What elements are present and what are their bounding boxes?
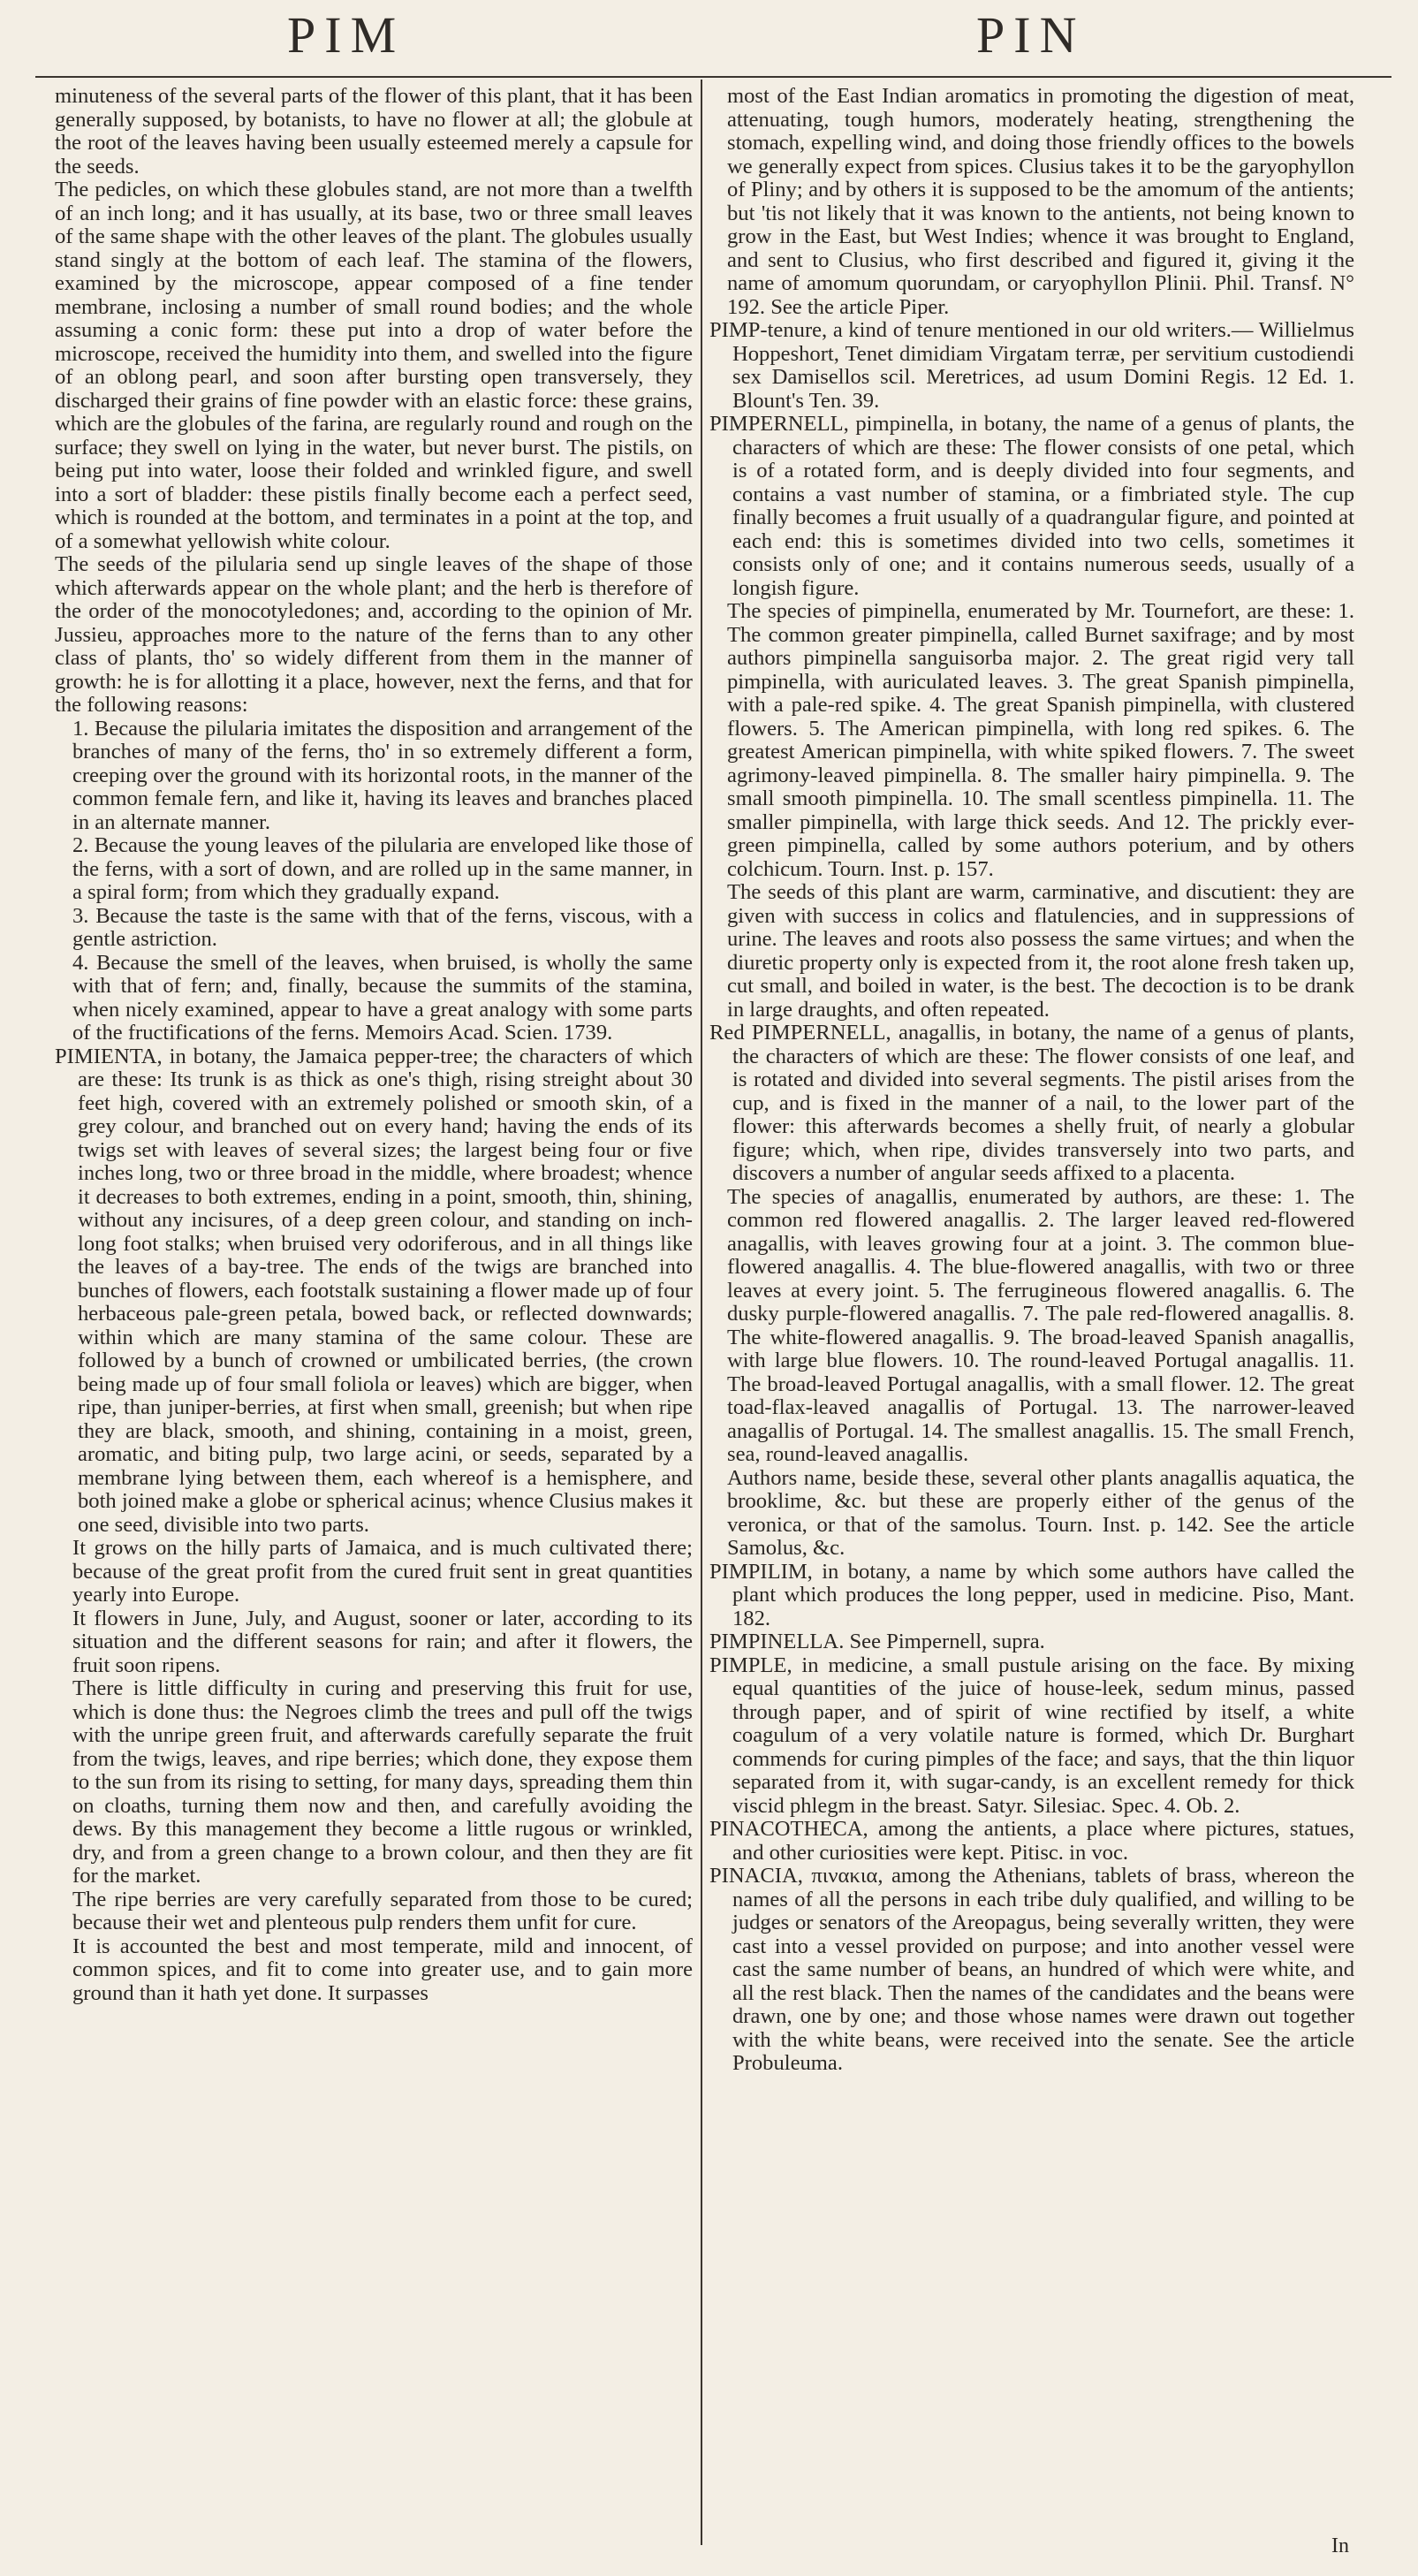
entry-pimpilim: PIMPILIM, in botany, a name by which some authors have called the plant which produces the long pepper, used in medicine. Piso, Mant. 182. — [709, 1559, 1354, 1630]
paragraph: Authors name, beside these, several other plants anagallis aquatica, the brooklime, &c. but these are properly either of the genus of the veronica, or that of the samolus. Tourn. Inst. p. 142. See the article Samolus, &c. — [727, 1465, 1354, 1560]
running-head-left: PIM — [287, 6, 406, 64]
paragraph: 2. Because the young leaves of the pilularia are enveloped like those of the ferns, with a sort of down, and are rolled up in the same manner, in a spiral form; from which they gradually expand. — [72, 833, 693, 904]
paragraph: The seeds of the pilularia send up single leaves of the shape of those which afterwards appear on the whole plant; and the herb is therefore of the order of the monocotyledones; and, according to the opinion of Mr. Jussieu, approaches more to the nature of the ferns than to any other class of plants, tho' so widely different from them in the manner of growth: he is for allotting it a place, however, next the ferns, and that for the following reasons: — [55, 552, 693, 717]
top-rule — [35, 76, 1391, 78]
paragraph: The species of anagallis, enumerated by authors, are these: 1. The common red flowered anagallis. 2. The larger leaved red-flowered anagallis, with leaves growing four at a joint. 3. The common blue-flowered anagallis. 4. The blue-flowered anagallis, with two or three leaves at every joint. 5. The ferrugineous flowered anagallis. 6. The dusky purple-flowered anagallis. 7. The pale red-flowered anagallis. 8. The white-flowered anagallis. 9. The broad-leaved Spanish anagallis, with large blue flowers. 10. The round-leaved Portugal anagallis. 11. The broad-leaved Portugal anagallis, with a small flower. 12. The great toad-flax-leaved anagallis of Portugal. 13. The narrower-leaved anagallis of Portugal. 14. The smallest anagallis. 15. The small French, sea, round-leaved anagallis. — [727, 1184, 1354, 1466]
paragraph: The pedicles, on which these globules stand, are not more than a twelfth of an inch long; and it has usually, at its base, two or three small leaves of the same shape with the other leaves of the plant. The globules usually stand singly at the bottom of each leaf. The stamina of the flowers, examined by the microscope, appear composed of a fine tender membrane, inclosing a number of small round bodies; and the whole assuming a conic form: these put into a drop of water before the microscope, received the humidity into them, and swelled into the figure of an oblong pearl, and soon after bursting open transversely, they discharged their grains of fine powder with an elastic force: these grains, which are the globules of the farina, are regularly round and rough on the surface; they swell on lying in the water, but never burst. The pistils, on being put into water, loose their folded and wrinkled figure, and swell into a sort of bladder: these pistils finally become each a perfect seed, which is rounded at the bottom, and terminates in a point at the top, and of a somewhat yellowish white colour. — [55, 178, 693, 553]
right-column — [709, 85, 1354, 2076]
paragraph: minuteness of the several parts of the flower of this plant, that it has been generally supposed, by botanists, to have no flower at all; the globule at the root of the leaves having been usually esteemed merely a capsule for the seeds. — [55, 84, 693, 179]
entry-pimpernell: PIMPERNELL, pimpinella, in botany, the name of a genus of plants, the characters of which are these: The flower consists of one petal, which is of a rotated form, and is deeply divided into four segments, and contains a vast number of stamina, or a fimbriated style. The cup finally becomes a fruit usually of a quadrangular figure, and pointed at each end: this is sometimes divided into two cells, sometimes it consists only of one; and it contains numerous seeds, usually of a longish figure. — [709, 412, 1354, 600]
entry-pinacia: PINACIA, πινακια, among the Athenians, tablets of brass, whereon the names of all the persons in each tribe duly qualified, and willing to be judges or senators of the Areopagus, being severally written, they were cast into a vessel provided on purpose; and into another vessel were cast the same number of beans, an hundred of which were white, and all the rest black. Then the names of the candidates and the beans were drawn, one by one; and those whose names were drawn out together with the white beans, were received into the senate. See the article Probuleuma. — [709, 1864, 1354, 2075]
catchword: In — [1331, 2534, 1349, 2557]
entry-red-pimpernell: Red PIMPERNELL, anagallis, in botany, the name of a genus of plants, the characters of which are these: The flower consists of one leaf, and is rotated and divided into several segments. The pistil arises from the cup, and is fixed in the manner of a nail, to the lower part of the flower: this afterwards becomes a shelly fruit, of nearly a globular figure; which, when ripe, divides transversely into two parts, and discovers a number of angular seeds affixed to a placenta. — [709, 1021, 1354, 1185]
paragraph: The ripe berries are very carefully separated from those to be cured; because their wet and plenteous pulp renders them unfit for cure. — [72, 1887, 693, 1934]
paragraph: It is accounted the best and most temperate, mild and innocent, of common spices, and fit to come into greater use, and to gain more ground than it hath yet done. It surpasses — [72, 1934, 693, 2005]
paragraph: There is little difficulty in curing and preserving this fruit for use, which is done thus: the Negroes climb the trees and pull off the twigs with the unripe green fruit, and afterwards carefully separate the fruit from the twigs, leaves, and ripe berries; which done, they expose them to the sun from its rising to setting, for many days, spreading them thin on cloaths, turning them now and then, and carefully avoiding the dews. By this management they become a little rugous or wrinkled, dry, and from a green change to a brown colour, and then they are fit for the market. — [72, 1676, 693, 1888]
paragraph: most of the East Indian aromatics in promoting the digestion of meat, attenuating, tough humors, moderately heating, strengthening the stomach, expelling wind, and doing those friendly offices to the bowels we generally expect from spices. Clusius takes it to be the garyophyllon of Pliny; and by others it is supposed to be the amomum of the antients; but 'tis not likely that it was known to the antients, not being known to grow in the East, but West Indies; whence it was brought to England, and sent to Clusius, who first described and figured it, giving it the name of amomum quorundam, or caryophyllon Plinii. Phil. Transf. N° 192. See the article Piper. — [727, 84, 1354, 319]
paragraph: The species of pimpinella, enumerated by Mr. Tournefort, are these: 1. The common greater pimpinella, called Burnet saxifrage; and by most authors pimpinella sanguisorba major. 2. The great rigid very tall pimpinella, with auriculated leaves. 3. The great Spanish pimpinella, with a pale-red spike. 4. The great Spanish pimpinella, with clustered flowers. 5. The American pimpinella, with long red spikes. 6. The greatest American pimpinella, with white spiked flowers. 7. The sweet agrimony-leaved pimpinella. 8. The smaller hairy pimpinella. 9. The small smooth pimpinella. 10. The small scentless pimpinella. 11. The smaller pimpinella, with large thick seeds. And 12. The prickly ever-green pimpinella, called by some authors poterium, and by others colchicum. Tourn. Inst. p. 157. — [727, 599, 1354, 881]
paragraph: 4. Because the smell of the leaves, when bruised, is wholly the same with that of fern; and, finally, because the summits of the stamina, when nicely examined, appear to have a great analogy with some parts of the fructifications of the ferns. Memoirs Acad. Scien. 1739. — [72, 950, 693, 1045]
column-divider — [701, 80, 702, 2545]
paragraph: The seeds of this plant are warm, carminative, and discutient: they are given with success in colics and flatulencies, and in suppressions of urine. The leaves and roots also possess the same virtues; and when the diuretic property only is expected from it, the root alone fresh taken up, cut small, and boiled in water, is the best. The decoction is to be drank in large draughts, and often repeated. — [727, 880, 1354, 1022]
paragraph: 3. Because the taste is the same with that of the ferns, viscous, with a gentle astriction. — [72, 903, 693, 951]
entry-pimienta: PIMIENTA, in botany, the Jamaica pepper-tree; the characters of which are these: Its trunk is as thick as one's thigh, rising streight about 30 feet high, covered with an extremely polished or smooth skin, of a grey colour, and branched out on every hand; having the ends of its twigs set with leaves of several sizes; the largest being four or five inches long, two or three broad in the middle, where broadest; whence it decreases to both extremes, ending in a point, smooth, thin, shining, without any incisures, of a deep green colour, and standing on inch-long foot stalks; when bruised very odoriferous, and in all things like the leaves of a bay-tree. The ends of the twigs are branched into bunches of flowers, each footstalk sustaining a flower made up of four herbaceous pale-green petala, bowed back, or reflected downwards; within which are many stamina of the same colour. These are followed by a bunch of crowned or umbilicated berries, (the crown being made up of four small foliola or leaves) which are bigger, when ripe, than juniper-berries, at first when small, greenish; but when ripe they are black, smooth, and shining, containing in a moist, green, aromatic, and biting pulp, two large acini, or seeds, separated by a membrane lying between them, each whereof is a hemisphere, and both joined make a globe or spherical acinus; whence Clusius makes it one seed, divisible into two parts. — [55, 1044, 693, 1537]
entry-pinacotheca: PINACOTHECA, among the antients, a place where pictures, statues, and other curiosities were kept. Pitisc. in voc. — [709, 1817, 1354, 1865]
paragraph: 1. Because the pilularia imitates the disposition and arrangement of the branches of many of the ferns, tho' in so extremely different a form, creeping over the ground with its horizontal roots, in the manner of the common female fern, and like it, having its leaves and branches placed in an alternate manner. — [72, 716, 693, 834]
left-column — [55, 85, 693, 2005]
entry-pimple: PIMPLE, in medicine, a small pustule arising on the face. By mixing equal quantities of the juice of house-leek, sedum minus, passed through paper, and of spirit of wine rectified by itself, a white coagulum of a very volatile nature is formed, which Dr. Burghart commends for curing pimples of the face; and says, that the thin liquor separated from it, with sugar-candy, is an excellent remedy for thick viscid phlegm in the breast. Satyr. Silesiac. Spec. 4. Ob. 2. — [709, 1653, 1354, 1818]
entry-pimpinella: PIMPINELLA. See Pimpernell, supra. — [709, 1630, 1045, 1653]
paragraph: It grows on the hilly parts of Jamaica, and is much cultivated there; because of the great profit from the cured fruit sent in great quantities yearly into Europe. — [72, 1536, 693, 1607]
paragraph: It flowers in June, July, and August, sooner or later, according to its situation and the different seasons for rain; and after it flowers, the fruit soon ripens. — [72, 1606, 693, 1677]
entry-pimp-tenure: PIMP-tenure, a kind of tenure mentioned in our old writers.— Willielmus Hoppeshort, Tenet dimidiam Virgatam terræ, per servitium custodiendi sex Damisellos scil. Meretrices, ad usum Domini Regis. 12 Ed. 1. Blount's Ten. 39. — [709, 318, 1354, 413]
running-head-right: PIN — [976, 6, 1086, 64]
